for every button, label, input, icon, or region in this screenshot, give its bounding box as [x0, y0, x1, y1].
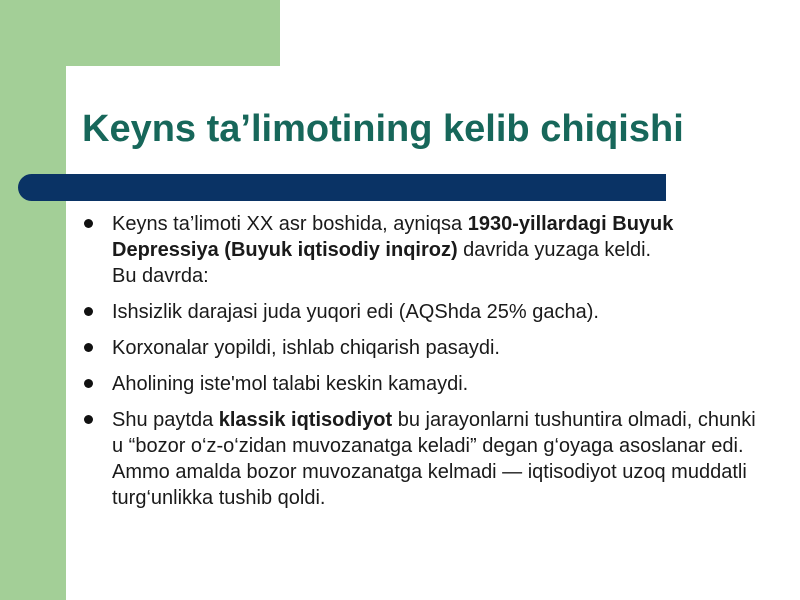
bullet-item: [82, 335, 762, 361]
bullet-bold-text: klassik iqtisodiyot: [218, 409, 393, 431]
bullet-dot-icon: [84, 415, 93, 424]
bullet-text: davrida yuzaga keldi.: [457, 239, 652, 261]
bullet-text: bu jarayonlarni tushuntira olmadi, chunki u “bozor o‘z-o‘zidan muvozanatga keladi” degan g‘oyaga asoslanar edi.: [112, 409, 756, 457]
bullet-text: Shu paytda: [112, 409, 219, 431]
title-underline-bar: [18, 174, 666, 201]
bullet-item: [82, 407, 762, 511]
green-top-panel: [0, 0, 280, 66]
bullet-subline: Bu davrda:: [112, 265, 209, 287]
bullet-list: [82, 211, 762, 521]
slide-title: Keyns ta’limotining kelib chiqishi: [82, 108, 684, 150]
bullet-item: [82, 371, 762, 397]
bullet-text: Keyns ta’limoti XX asr boshida, ayniqsa: [112, 213, 468, 235]
bullet-item: [82, 211, 762, 289]
bullet-subline: Ammo amalda bozor muvozanatga kelmadi — iqtisodiyot uzoq muddatli turg‘unlikka tushib qoldi.: [112, 461, 747, 509]
green-side-panel: [0, 0, 66, 600]
bullet-dot-icon: [84, 343, 93, 352]
bullet-text: Aholining iste'mol talabi keskin kamaydi.: [112, 373, 469, 395]
bullet-dot-icon: [84, 379, 93, 388]
bullet-text: Ishsizlik darajasi juda yuqori edi (AQShda 25% gacha).: [112, 301, 599, 323]
bullet-bold-text: 1930-yillardagi Buyuk Depressiya (Buyuk iqtisodiy inqiroz): [112, 213, 674, 261]
bullet-item: [82, 299, 762, 325]
bullet-dot-icon: [84, 307, 93, 316]
bullet-dot-icon: [84, 219, 93, 228]
bullet-text: Korxonalar yopildi, ishlab chiqarish pasaydi.: [112, 337, 500, 359]
